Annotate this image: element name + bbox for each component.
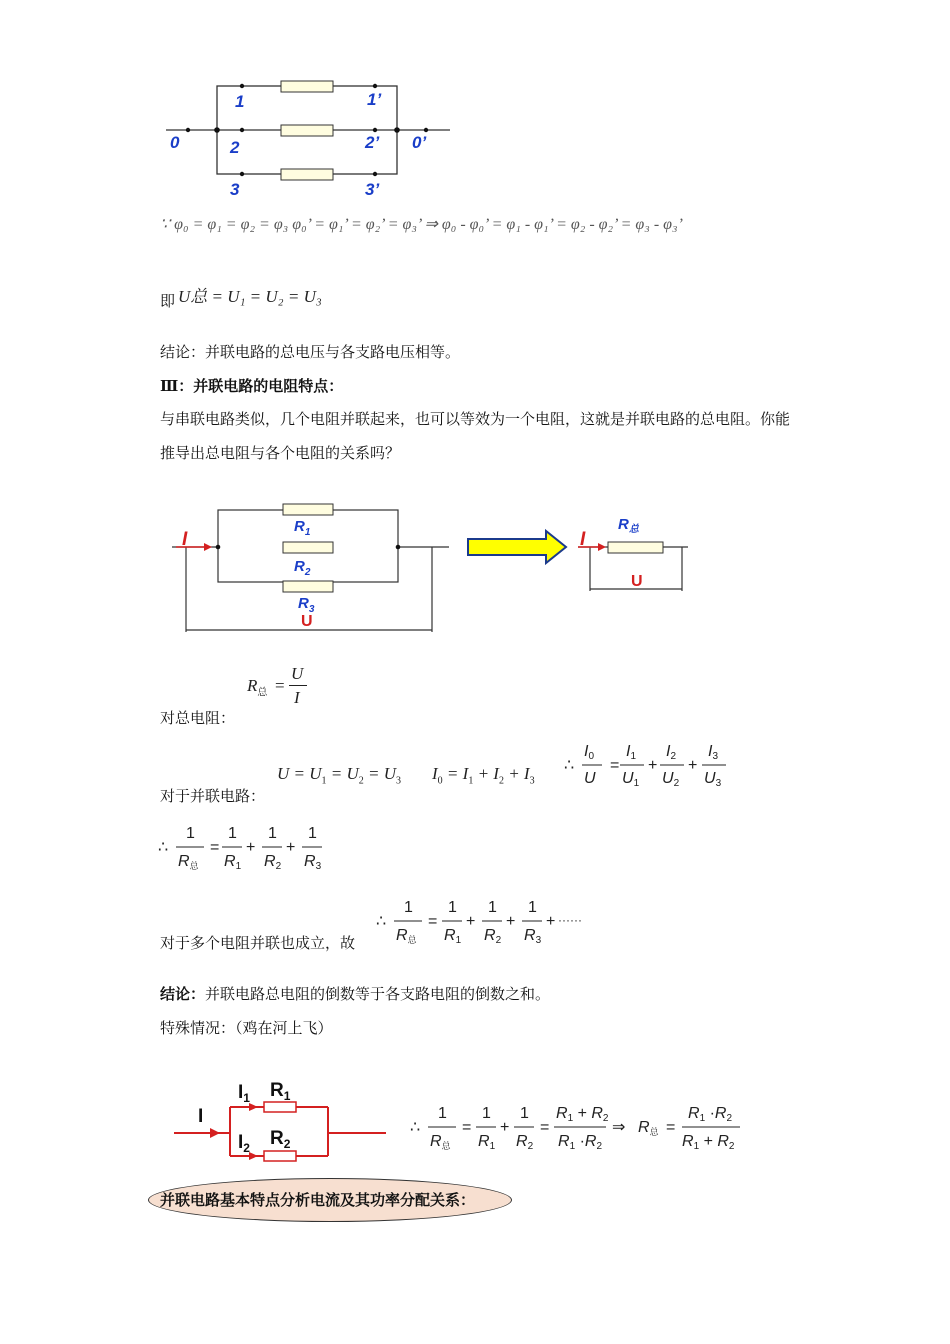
r2-label: R	[294, 558, 305, 575]
r2-label-2: R	[270, 1128, 284, 1149]
node-label-2: 2	[230, 138, 240, 157]
svg-text:R1: R1	[444, 927, 462, 946]
svg-text:1: 1	[438, 1105, 447, 1122]
svg-text:+: +	[466, 913, 476, 930]
conclusion-label: 结论：	[160, 985, 206, 1003]
svg-text:U2: U2	[662, 770, 680, 789]
svg-text:R3: R3	[524, 927, 542, 946]
ji-prefix: 即	[160, 292, 176, 310]
svg-text:R1: $R_1$	[270, 1080, 291, 1103]
svg-text:R2: R2	[516, 1133, 534, 1152]
svg-text:+: +	[500, 1119, 510, 1136]
conclusion-text: 并联电路总电阻的倒数等于各支路电阻的倒数之和。	[205, 985, 551, 1003]
i2-label: I	[238, 1132, 244, 1153]
svg-text:R1: R1	[224, 853, 242, 872]
svg-text:R总: $R_总$	[618, 516, 639, 535]
svg-text:U1: U1	[622, 770, 640, 789]
conclusion-voltage: 结论：并联电路的总电压与各支路电压相等。	[160, 343, 461, 361]
svg-text:I3: I3	[708, 743, 719, 762]
svg-text:I1: $I_1$	[238, 1082, 250, 1105]
svg-text:=: =	[540, 1119, 550, 1136]
voltage-equality-equation: U总 = U₁ = U₂ = U₃	[178, 287, 322, 306]
special-case-label: 特殊情况：（鸡在河上飞）	[160, 1019, 333, 1037]
resistor-bottom	[281, 169, 333, 180]
reciprocal-sum-general-equation	[376, 894, 598, 952]
svg-text:I0: I0	[584, 743, 595, 762]
svg-text:=: =	[462, 1119, 472, 1136]
svg-text:+: +	[286, 839, 296, 856]
svg-text:R3: R3	[304, 853, 322, 872]
label-parallel-circuit: 对于并联电路：	[160, 787, 266, 805]
svg-text:R总: R总	[638, 1119, 659, 1137]
node-label-1: 1	[235, 92, 245, 111]
section-title-resistance: Ⅲ：并联电路的电阻特点：	[160, 377, 344, 395]
svg-text:1: 1	[448, 899, 457, 916]
svg-text:R总: R总	[396, 927, 417, 945]
r1-label: R	[294, 518, 305, 535]
two-resistor-diagram	[172, 1078, 392, 1168]
intro-paragraph: 与串联电路类似，几个电阻并联起来，也可以等效为一个电阻，这就是并联电路的总电阻。你能推导出总电阻与各个电阻的关系吗？	[160, 410, 791, 462]
voltage-label-right: U	[631, 573, 643, 590]
r-total-definition: $R_总$ = U I	[247, 664, 317, 714]
total-current-label: I	[198, 1106, 204, 1127]
conclusion-resistance	[160, 984, 550, 1004]
current-label-left: I	[182, 529, 188, 550]
svg-text:R1 + R2: R1 + R2	[682, 1133, 735, 1152]
svg-text:R1: $R_1$	[294, 518, 311, 538]
current-equation: $I_0 = I_1 + I_2 + I_3$	[432, 764, 535, 787]
svg-text:U: U	[584, 770, 596, 787]
svg-text:1: 1	[186, 825, 195, 842]
ratio-equation	[564, 738, 744, 794]
svg-text:R总: R总	[430, 1133, 451, 1151]
svg-text:I2: I2	[666, 743, 677, 762]
node-potential-circuit-diagram	[160, 78, 460, 202]
svg-text:R1 ·R2: R1 ·R2	[688, 1105, 733, 1124]
parallel-equivalent-diagram	[168, 498, 698, 638]
svg-text:+: +	[546, 913, 556, 930]
node-label-1-prime: 1’	[367, 90, 382, 109]
svg-text:∴: ∴	[158, 839, 169, 856]
i1-label: I	[238, 1082, 244, 1103]
svg-text:1: 1	[482, 1105, 491, 1122]
node-label-2-prime: 2’	[365, 133, 380, 152]
svg-text:R2: R2	[484, 927, 502, 946]
svg-text:+: +	[688, 757, 698, 774]
svg-text:+: +	[246, 839, 256, 856]
svg-text:1: 1	[308, 825, 317, 842]
svg-text:1: 1	[528, 899, 537, 916]
svg-text:R1 + R2: R1 + R2	[556, 1105, 609, 1124]
svg-text:=: =	[666, 1119, 676, 1136]
svg-text:∴: ∴	[410, 1119, 421, 1136]
svg-text:R3: $R_3$	[298, 595, 315, 615]
svg-text:R2: $R_2$	[270, 1128, 291, 1151]
node-label-3: 3	[230, 180, 240, 199]
svg-text:R2: R2	[264, 853, 282, 872]
voltage-equation: $U = U_1 = U_2 = U_3$	[277, 764, 402, 787]
voltage-label-left: U	[301, 613, 313, 630]
reciprocal-sum-equation	[158, 820, 338, 878]
svg-text:I2: $I_2$	[238, 1132, 250, 1155]
svg-text:∴: ∴	[564, 757, 575, 774]
svg-text:1: 1	[488, 899, 497, 916]
svg-text:⇒: ⇒	[612, 1119, 626, 1136]
svg-text:R总: R总	[178, 853, 199, 871]
node-label-0: 0	[170, 133, 180, 152]
svg-text:1: 1	[268, 825, 277, 842]
label-multiple-resistors: 对于多个电阻并联也成立，故	[160, 934, 356, 952]
current-label-right: I	[580, 529, 586, 550]
label-total-resistance: 对总电阻：	[160, 709, 236, 727]
equivalence-arrow	[468, 531, 566, 563]
svg-text:=: =	[210, 839, 220, 856]
svg-text:+: +	[506, 913, 516, 930]
svg-text:······: ······	[558, 913, 582, 927]
svg-text:1: 1	[520, 1105, 529, 1122]
r-total-label: R	[618, 516, 629, 533]
svg-text:=: =	[428, 913, 438, 930]
svg-text:U3: U3	[704, 770, 722, 789]
svg-text:R2: $R_2$	[294, 558, 311, 578]
node-label-0-prime: 0’	[412, 133, 427, 152]
svg-text:I1: I1	[626, 743, 637, 762]
resistor-middle	[281, 125, 333, 136]
svg-text:R1: R1	[478, 1133, 496, 1152]
potential-equation: ∵ φ₀ = φ₁ = φ₂ = φ₃ φ₀’ = φ₁’ = φ₂’ = φ₃’ ⇒ φ₀ - φ₀’ = φ₁ - φ₁’ = φ₂ - φ₂’ = φ₃ - φ₃’	[160, 216, 683, 233]
svg-text:1: 1	[404, 899, 413, 916]
svg-text:R1 ·R2: R1 ·R2	[558, 1133, 603, 1152]
two-resistor-equation	[410, 1098, 750, 1160]
svg-text:=: =	[610, 757, 620, 774]
r1-label-2: R	[270, 1080, 284, 1101]
resistor-top	[281, 81, 333, 92]
node-label-3-prime: 3’	[365, 180, 380, 199]
svg-text:1: 1	[228, 825, 237, 842]
r3-label: R	[298, 595, 309, 612]
svg-text:∴: ∴	[376, 913, 387, 930]
final-heading: 并联电路基本特点分析电流及其功率分配关系：	[160, 1191, 476, 1209]
svg-text:+: +	[648, 757, 658, 774]
